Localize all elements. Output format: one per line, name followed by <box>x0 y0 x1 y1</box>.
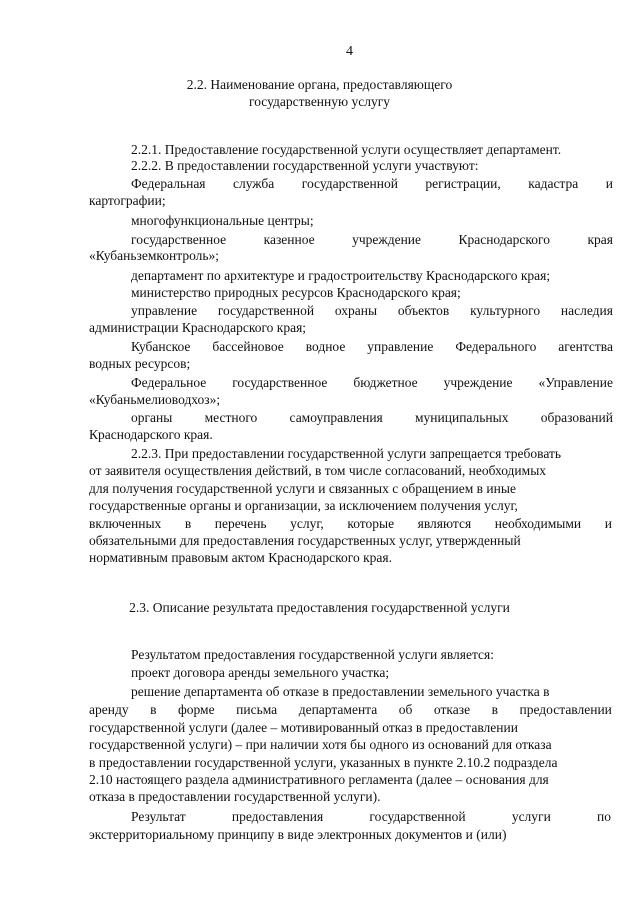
participant-item-6-line2: администрации Краснодарского края; <box>89 320 307 335</box>
word: письма <box>236 702 278 717</box>
word: государственной <box>301 176 398 191</box>
page-number: 4 <box>346 44 353 59</box>
word: перечень <box>214 516 267 531</box>
word: государственное <box>131 232 227 247</box>
word: государственной <box>369 809 466 824</box>
word: предоставлении <box>519 702 612 717</box>
participant-item-1-line1 <box>131 176 613 192</box>
word: отказе <box>433 702 471 717</box>
result-paragraph-line1 <box>131 809 611 825</box>
word: регистрации, <box>425 176 501 191</box>
word: казенное <box>263 232 315 247</box>
word: «Управление <box>538 375 613 390</box>
participant-item-7-line2: водных ресурсов; <box>89 356 191 371</box>
result-item-1: проект договора аренды земельного участка; <box>131 665 390 680</box>
word: являются <box>417 516 472 531</box>
paragraph-2-2-3-line2: от заявителя осуществления действий, в том числе согласований, необходимых <box>89 463 547 478</box>
word: Федерального <box>455 339 537 354</box>
paragraph-2-2-3-line5 <box>89 516 612 532</box>
paragraph-2-2-1: 2.2.1. Предоставление государственной услуги осуществляет департамент. <box>131 142 562 157</box>
word: государственной <box>217 303 315 318</box>
paragraph-2-2-3-line1: 2.2.3. При предоставлении государственной услуги запрещается требовать <box>131 446 562 461</box>
word: муниципальных <box>415 410 509 425</box>
result-intro: Результатом предоставления государственной услуги является: <box>131 647 494 662</box>
word: органы <box>131 410 173 425</box>
word: агентства <box>558 339 613 354</box>
word: форме <box>178 702 215 717</box>
word: местного <box>204 410 258 425</box>
participant-item-5: министерство природных ресурсов Краснодарского края; <box>131 285 461 300</box>
word: включенных <box>89 516 162 531</box>
result-item-2-line1: решение департамента об отказе в предоставлении земельного участка в <box>131 684 550 699</box>
word: культурного <box>470 303 541 318</box>
word: Федеральное <box>131 375 207 390</box>
result-item-2-line3: государственной услуги (далее – мотивированный отказ в предоставлении <box>89 720 518 735</box>
word: департамента <box>298 702 378 717</box>
word: и <box>605 176 613 191</box>
result-item-2-line2 <box>89 702 612 718</box>
result-paragraph-line2: экстерриториальному принципу в виде электронных документов и (или) <box>89 827 507 842</box>
word: управление <box>131 303 198 318</box>
participant-item-3-line1 <box>131 232 613 248</box>
paragraph-2-2-3-line4: государственные органы и организации, за исключением получения услуг, <box>89 498 518 513</box>
word: бассейновое <box>212 339 284 354</box>
word: услуг, <box>290 516 324 531</box>
word: Федеральная <box>131 176 206 191</box>
word: управление <box>367 339 434 354</box>
word: учреждение <box>352 232 422 247</box>
word: аренду <box>89 702 129 717</box>
participant-item-9-line1 <box>131 410 613 426</box>
participant-item-3-line2: «Кубаньземконтроль»; <box>89 248 220 263</box>
word: наследия <box>560 303 613 318</box>
paragraph-2-2-3-line6: обязательными для предоставления государственных услуг, утвержденный <box>89 533 521 548</box>
participant-item-8-line1 <box>131 375 613 391</box>
word: бюджетное <box>353 375 418 390</box>
word: Кубанское <box>131 339 191 354</box>
word: государственное <box>232 375 328 390</box>
participant-item-2: многофункциональные центры; <box>131 213 314 228</box>
section-heading-2-2-line1: 2.2. Наименование органа, предоставляющего <box>186 77 453 92</box>
word: самоуправления <box>289 410 383 425</box>
word: служба <box>232 176 275 191</box>
result-item-2-line4: государственной услуги) – при наличии хотя бы одного из оснований для отказа <box>89 737 552 752</box>
word: услуги <box>511 809 551 824</box>
word: охраны <box>334 303 378 318</box>
word: кадастра <box>528 176 579 191</box>
word: в <box>184 516 192 531</box>
word: водное <box>305 339 346 354</box>
paragraph-2-2-2: 2.2.2. В предоставлении государственной услуги участвуют: <box>131 158 479 173</box>
participant-item-9-line2: Краснодарского края. <box>89 427 213 442</box>
word: Краснодарского <box>458 232 550 247</box>
participant-item-6-line1 <box>131 303 613 319</box>
result-item-2-line6: 2.10 настоящего раздела административного регламента (далее – основания для <box>89 772 549 787</box>
word: в <box>150 702 157 717</box>
word: об <box>398 702 413 717</box>
word: образований <box>540 410 613 425</box>
word: по <box>596 809 611 824</box>
word: предоставления <box>231 809 324 824</box>
word: учреждение <box>443 375 513 390</box>
word: объектов <box>397 303 450 318</box>
word: края <box>587 232 613 247</box>
section-heading-2-3: 2.3. Описание результата предоставления государственной услуги <box>129 600 510 615</box>
participant-item-8-line2: «Кубаньмелиоводхоз»; <box>89 392 221 407</box>
word: и <box>604 516 612 531</box>
section-heading-2-2-line2: государственную услугу <box>249 94 390 109</box>
participant-item-4: департамент по архитектуре и градостроительству Краснодарского края; <box>131 268 551 283</box>
result-item-2-line5: в предоставлении государственной услуги, указанных в пункте 2.10.2 подраздела <box>89 755 558 770</box>
participant-item-7-line1 <box>131 339 613 355</box>
participant-item-1-line2: картографии; <box>89 193 166 208</box>
word: Результат <box>131 809 186 824</box>
word: в <box>491 702 498 717</box>
paragraph-2-2-3-line3: для получения государственной услуги и связанных с обращением в иные <box>89 481 516 496</box>
paragraph-2-2-3-line7: нормативным правовым актом Краснодарского края. <box>89 550 392 565</box>
result-item-2-line7: отказа в предоставлении государственной услуги). <box>89 789 381 804</box>
word: которые <box>347 516 395 531</box>
word: необходимыми <box>494 516 582 531</box>
